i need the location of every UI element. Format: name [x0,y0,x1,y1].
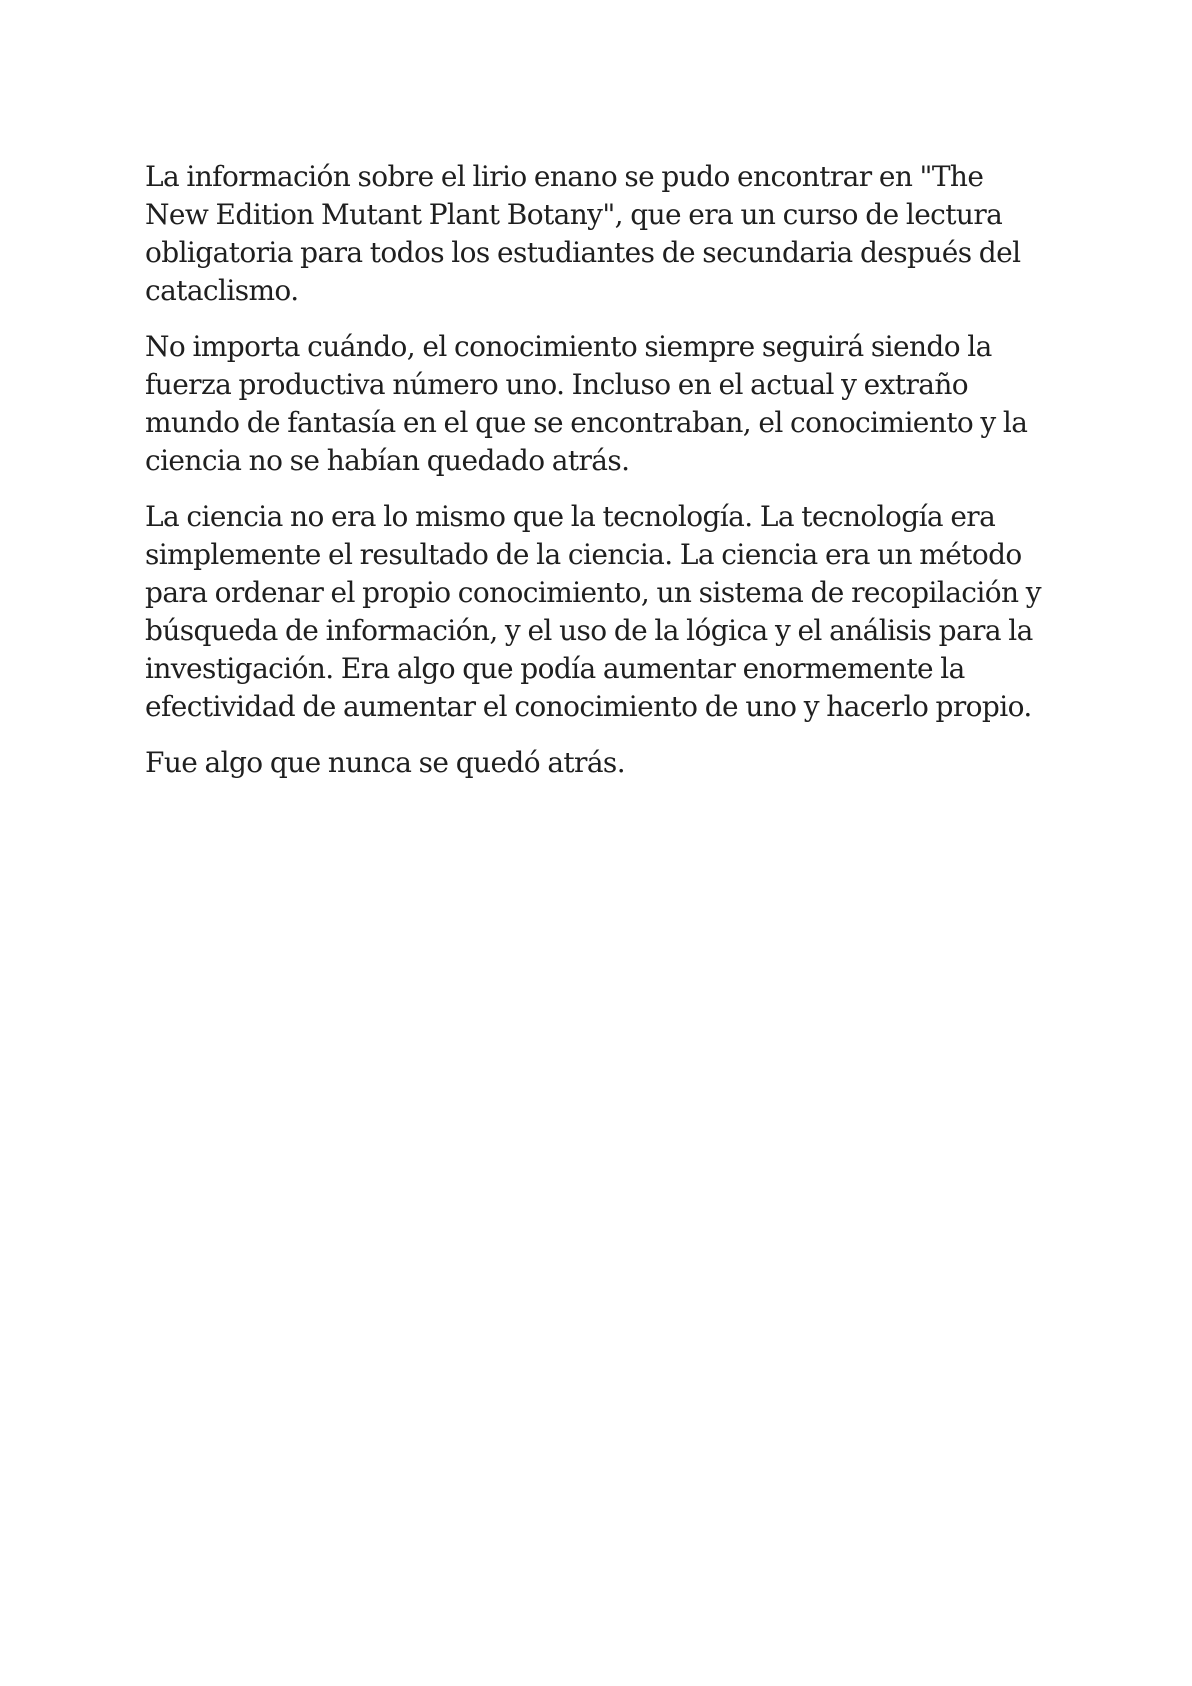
paragraph-4: Fue algo que nunca se quedó atrás. [145,746,626,779]
body-text [145,158,1050,800]
paragraph-1: La información sobre el lirio enano se pudo encontrar en "The New Edition Mutant Plant Botany", que era un curso de lectura obligatoria para todos los estudiantes de secundaria después del cataclismo. [145,160,1021,307]
paragraph-3: La ciencia no era lo mismo que la tecnología. La tecnología era simplemente el resultado de la ciencia. La ciencia era un método para ordenar el propio conocimiento, un sistema de recopilación y búsqueda de información, y el uso de la lógica y el análisis para la investigación. Era algo que podía aumentar enormemente la efectividad de aumentar el conocimiento de uno y hacerlo propio. [145,500,1041,723]
paragraph-2: No importa cuándo, el conocimiento siempre seguirá siendo la fuerza productiva número uno. Incluso en el actual y extraño mundo de fantasía en el que se encontraban, el conocimiento y la ciencia no se habían quedado atrás. [145,330,1028,477]
